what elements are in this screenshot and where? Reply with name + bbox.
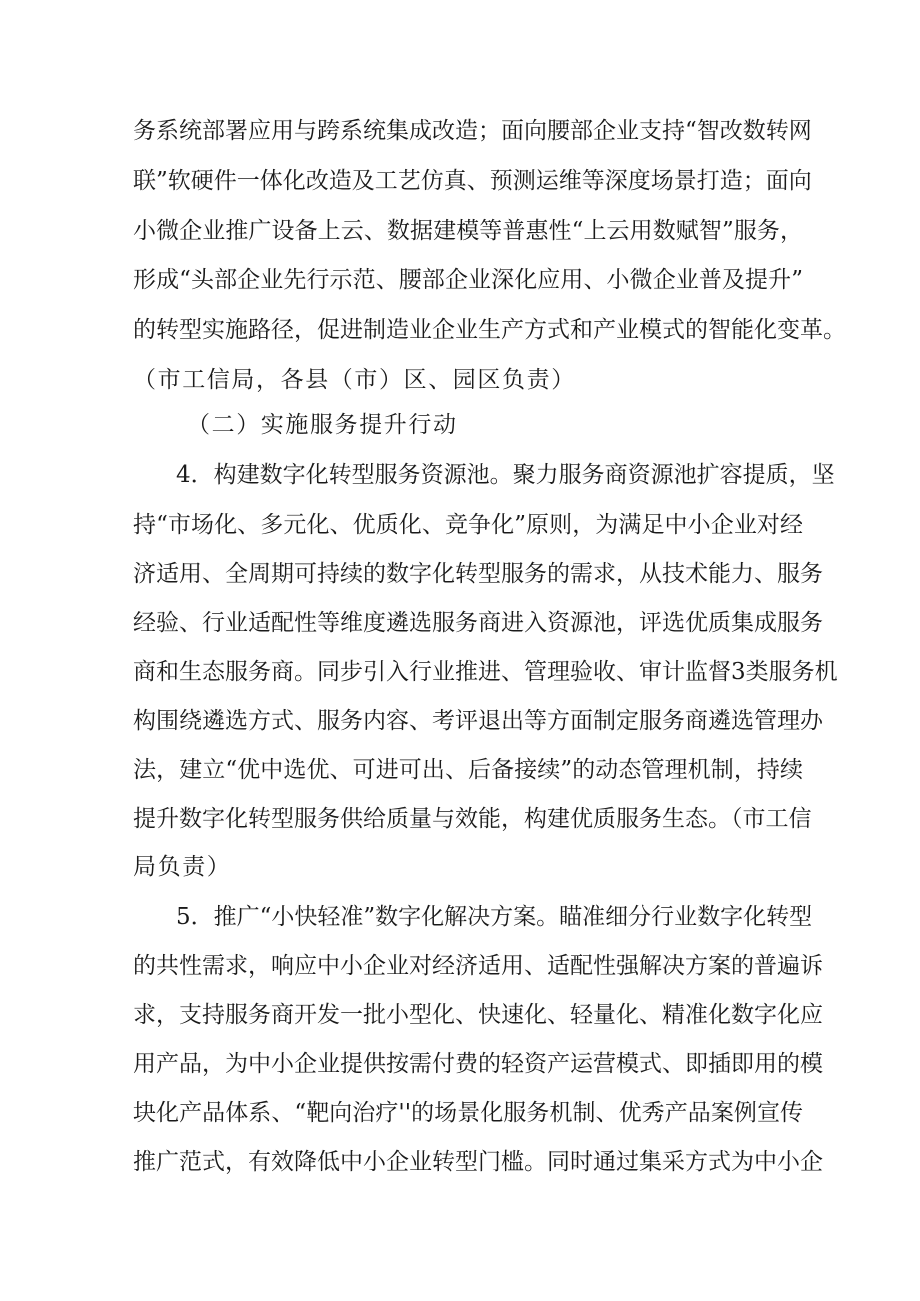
text-line: 提升数字化转型服务供给质量与效能，构建优质服务生态。（市工信 bbox=[133, 806, 812, 832]
text-line: 务系统部署应用与跨系统集成改造；面向腰部企业支持“智改数转网 bbox=[133, 118, 812, 144]
text-line: 块化产品体系、“靶向治疗''的场景化服务机制、优秀产品案例宣传 bbox=[133, 1100, 803, 1126]
text-line: 构围绕遴选方式、服务内容、考评退出等方面制定服务商遴选管理办 bbox=[133, 708, 823, 734]
paragraph-start: 5．推广“小快轻准”数字化解决方案。瞄准细分行业数字化转型 bbox=[176, 904, 813, 930]
section-heading: （二）实施服务提升行动 bbox=[187, 412, 458, 438]
text-line: 用产品，为中小企业提供按需付费的轻资产运营模式、即插即用的模 bbox=[133, 1051, 823, 1077]
text-line: 持“市场化、多元化、优质化、竞争化”原则，为满足中小企业对经 bbox=[133, 512, 803, 538]
text-line: 济适用、全周期可持续的数字化转型服务的需求，从技术能力、服务 bbox=[133, 561, 823, 587]
text-line: 联”软硬件一体化改造及工艺仿真、预测运维等深度场景打造；面向 bbox=[133, 168, 812, 194]
text-line: 法，建立“优中选优、可进可出、后备接续”的动态管理机制，持续 bbox=[133, 757, 803, 783]
text-line: 商和生态服务商。同步引入行业推进、管理验收、审计监督3类服务机 bbox=[133, 659, 838, 685]
text-line: （市工信局，各县（市）区、园区负责） bbox=[133, 367, 576, 393]
text-line: 的共性需求，响应中小企业对经济适用、适配性强解决方案的普遍诉 bbox=[133, 953, 823, 979]
text-line: 形成“头部企业先行示范、腰部企业深化应用、小微企业普及提升” bbox=[133, 267, 803, 293]
paragraph-start: 4．构建数字化转型服务资源池。聚力服务商资源池扩容提质，坚 bbox=[176, 462, 835, 488]
text-line: 经验、行业适配性等维度遴选服务商进入资源池，评选优质集成服务 bbox=[133, 610, 823, 636]
text-line: 求，支持服务商开发一批小型化、快速化、轻量化、精准化数字化应 bbox=[133, 1002, 823, 1028]
text-line: 推广范式，有效降低中小企业转型门槛。同时通过集采方式为中小企 bbox=[133, 1149, 823, 1175]
text-line: 小微企业推广设备上云、数据建模等普惠性“上云用数赋智”服务， bbox=[133, 218, 803, 244]
text-line: 局负责） bbox=[133, 854, 232, 880]
text-line: 的转型实施路径，促进制造业企业生产方式和产业模式的智能化变革。 bbox=[133, 317, 846, 343]
